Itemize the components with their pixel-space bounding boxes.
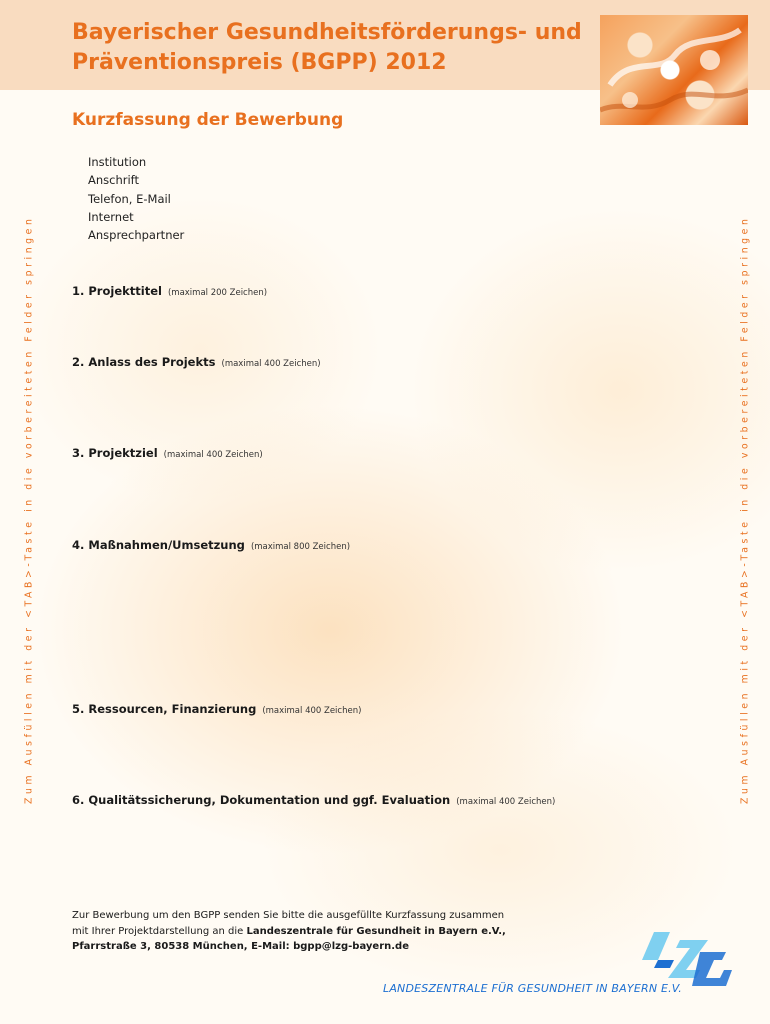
section-project-goal [72, 446, 263, 460]
section-label: 3. Projektziel [72, 446, 158, 460]
logo-wordmark: LANDESZENTRALE FÜR GESUNDHEIT IN BAYERN E.V. [383, 982, 682, 995]
section-label: 4. Maßnahmen/Umsetzung [72, 538, 245, 552]
title-line-1: Bayerischer Gesundheitsförderungs- und [72, 20, 582, 45]
section-char-limit: (maximal 400 Zeichen) [163, 450, 263, 460]
footer-line-1: Zur Bewerbung um den BGPP senden Sie bitte die ausgefüllte Kurzfassung zusammen [72, 910, 505, 921]
field-label-institution: Institution [88, 155, 147, 169]
footer-line-2 [72, 924, 506, 940]
section-label: 2. Anlass des Projekts [72, 355, 216, 369]
section-label: 1. Projekttitel [72, 284, 162, 298]
section-char-limit: (maximal 200 Zeichen) [167, 288, 268, 298]
footer-address-text: Pfarrstraße 3, 80538 München, E-Mail: bgpp@lzg-bayern.de [72, 941, 409, 952]
puzzle-image [600, 15, 748, 125]
section-resources [72, 702, 361, 716]
footer-address [72, 939, 506, 955]
section-quality-assurance [72, 793, 555, 807]
section-label: 6. Qualitätssicherung, Dokumentation und ggf. Evaluation [72, 793, 451, 807]
section-project-occasion [72, 355, 321, 369]
field-label-internet: Internet [88, 209, 134, 224]
section-char-limit: (maximal 800 Zeichen) [250, 542, 351, 552]
section-project-title [72, 284, 267, 298]
form-subtitle: Kurzfassung der Bewerbung [72, 110, 344, 130]
section-char-limit: (maximal 400 Zeichen) [262, 706, 362, 716]
section-label: 5. Ressourcen, Finanzierung [72, 702, 257, 716]
field-label-address: Anschrift [88, 173, 140, 188]
field-label-contact-person: Ansprechpartner [88, 228, 185, 243]
side-instruction-right: Zum Ausfüllen mit der <TAB>-Taste in die vorbereiteten Felder springen [739, 215, 751, 805]
footer-organization: Landeszentrale für Gesundheit in Bayern e.V., [246, 925, 506, 937]
footer-instructions [72, 908, 506, 955]
section-measures [72, 538, 350, 552]
page-title [72, 18, 582, 78]
field-label-phone-email: Telefon, E-Mail [88, 191, 171, 206]
lzg-logo-icon [640, 930, 740, 990]
footer-line-2-text: mit Ihrer Projektdarstellung an die [72, 925, 247, 937]
title-line-2: Präventionspreis (BGPP) 2012 [72, 50, 447, 75]
contact-fields [88, 153, 184, 244]
section-char-limit: (maximal 400 Zeichen) [456, 797, 556, 807]
side-instruction-left: Zum Ausfüllen mit der <TAB>-Taste in die vorbereiteten Felder springen [23, 215, 35, 805]
section-char-limit: (maximal 400 Zeichen) [221, 359, 321, 369]
